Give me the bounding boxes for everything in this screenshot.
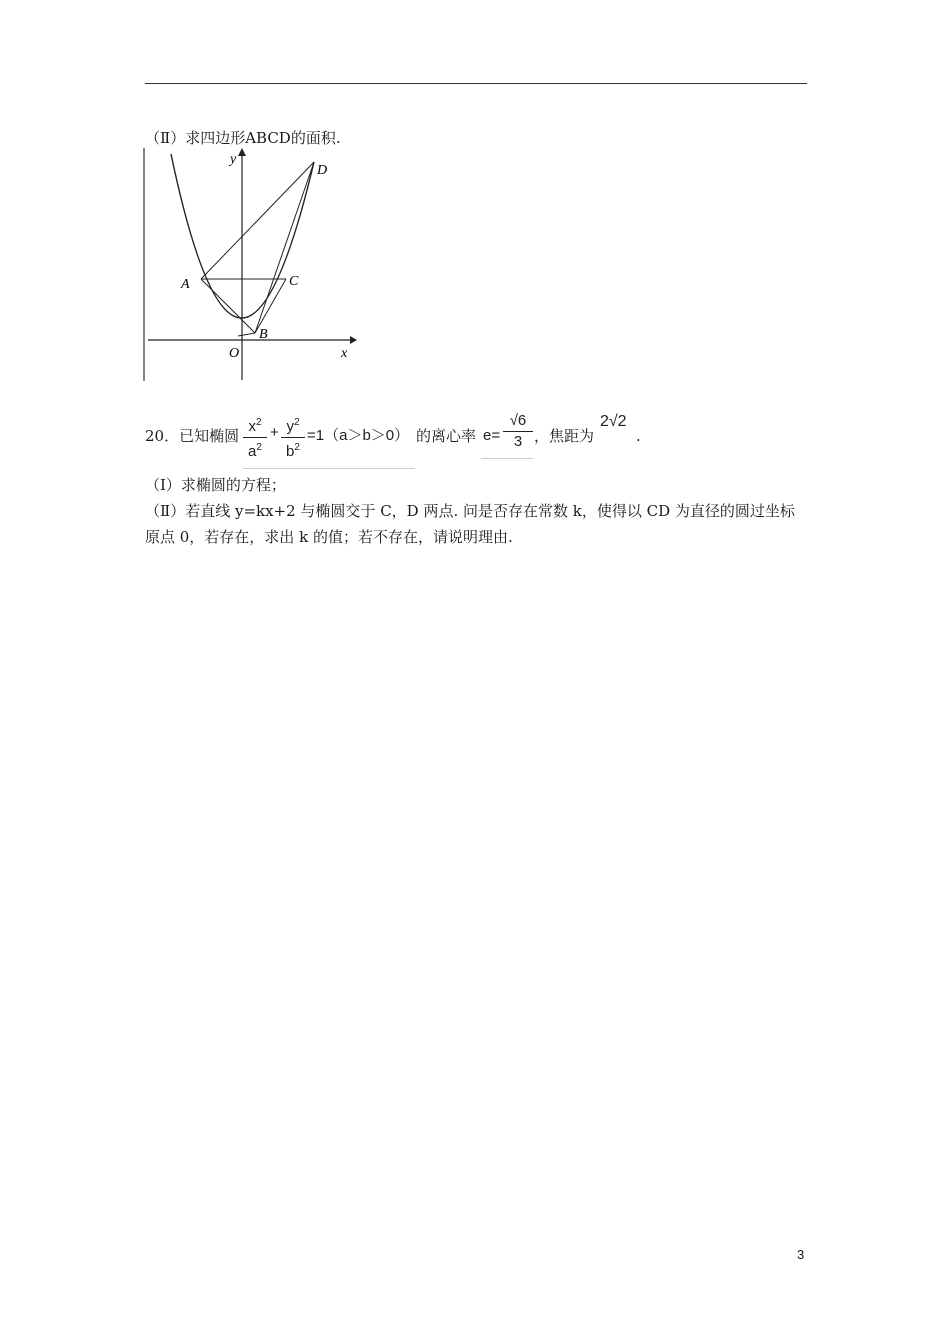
segment-AD (201, 162, 314, 279)
label-A: A (181, 277, 190, 292)
problem20-part2-line1: （Ⅱ）若直线 y=kx+2 与椭圆交于 C，D 两点. 问是否存在常数 k，使得以 CD 为直径的圆过坐标 (145, 502, 795, 520)
y-axis-arrow (238, 148, 246, 156)
segment-BD (255, 162, 314, 333)
problem20-part1: （Ⅰ）求椭圆的方程； (145, 476, 286, 494)
plus-sign: + (270, 424, 279, 441)
equation-rhs: =1（a＞b＞0） (307, 427, 410, 444)
label-B: B (259, 327, 268, 342)
eccentricity-formula (481, 412, 533, 459)
label-O: O (229, 346, 240, 361)
problem20-prefix: 20．已知椭圆 (145, 427, 240, 445)
segment-AB (201, 279, 255, 333)
problem20-part2-line2: 原点 0，若存在，求出 k 的值；若不存在，请说明理由. (145, 528, 513, 546)
ecc-label: 的离心率 (416, 427, 477, 445)
focal-label: ，焦距为 (534, 427, 595, 445)
parabola-figure (143, 148, 358, 381)
page-number: 3 (797, 1247, 805, 1262)
problem19-part2: （Ⅱ）求四边形ABCD的面积. (145, 129, 341, 147)
header-rule (145, 83, 807, 84)
fraction-x2-a2: $x^2$ $a^2$ (243, 414, 267, 461)
focal-distance-value: 2√2 (600, 413, 627, 430)
label-y: y (230, 152, 237, 167)
fraction-y2-b2: $y^2$ $b^2$ (281, 414, 305, 461)
sentence-end: . (636, 427, 641, 445)
label-x: x (341, 346, 348, 361)
ecc-e: e= (483, 427, 501, 444)
ellipse-equation (243, 412, 415, 469)
label-C: C (289, 274, 299, 289)
x-axis-arrow (350, 336, 357, 344)
problem20-stem (145, 426, 239, 446)
label-D: D (317, 163, 328, 178)
segment-BO (238, 333, 255, 336)
fraction-sqrt6-3: √6 3 (503, 412, 533, 451)
